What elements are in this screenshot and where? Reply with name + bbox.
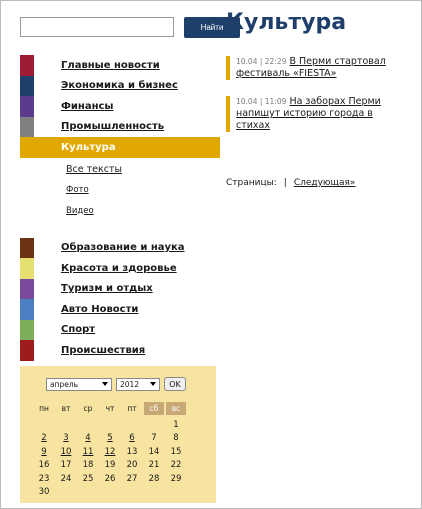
calendar-ok-button[interactable]: OK [164,377,186,391]
sidebar-item-color-bar [20,238,34,259]
calendar-day: 30 [38,487,50,497]
sidebar-item-4[interactable] [20,137,220,158]
calendar-day: 22 [170,460,182,470]
article-item: 10.04 | 11:09 На заборах Перми напишут историю города в стихах [226,96,406,132]
sidebar-item-label: Финансы [61,100,114,112]
sidebar-item-color-bar [20,299,34,320]
page-title: Культура [226,10,347,35]
calendar-day: 27 [126,473,138,484]
calendar-day: 26 [104,473,116,484]
sidebar-item-color-bar [20,117,34,138]
calendar-day: 20 [126,460,138,470]
chevron-down-icon [150,382,156,386]
article-marker [226,56,230,80]
calendar-day[interactable]: 6 [129,433,135,443]
calendar-day: 19 [104,460,116,470]
calendar-day: 7 [151,433,157,443]
sidebar-item-7[interactable] [20,279,220,300]
sidebar-item-3[interactable] [20,117,220,138]
month-select-value: апрель [50,380,79,389]
weekday-header: вс [166,402,186,415]
sidebar-item-label: Экономика и бизнес [61,80,178,92]
sidebar-item-color-bar [20,96,34,117]
calendar-day[interactable]: 5 [107,433,113,443]
sidebar-item-1[interactable] [20,76,220,97]
calendar-day[interactable]: 9 [41,446,47,457]
calendar-day: 14 [148,446,160,457]
pagination [226,178,355,188]
calendar-day: 25 [82,473,94,484]
article-marker [226,96,230,132]
calendar-day[interactable]: 10 [60,446,72,457]
calendar-day: 8 [173,433,179,443]
sidebar-item-label: Главные новости [61,59,160,71]
sub-nav-link[interactable]: Видео [66,205,94,216]
weekday-header: вт [61,404,71,413]
calendar-day: 28 [148,473,160,484]
search-button[interactable]: Найти [184,17,240,38]
pager-separator: | [283,178,287,188]
calendar-day: 1 [173,419,179,430]
sidebar-item-0[interactable] [20,55,220,76]
pager-label: Страницы: [226,178,277,188]
year-select[interactable] [116,378,160,391]
year-select-value: 2012 [120,380,140,389]
pager-next-link[interactable]: Следующая» [293,178,356,188]
sidebar-item-label: Образование и наука [61,242,185,254]
calendar-day: 21 [148,460,160,470]
weekday-header: чт [105,404,115,413]
sidebar-item-label: Происшествия [61,344,146,356]
calendar-widget [20,366,216,503]
article-link[interactable]: В Перми стартовал фестиваль «FIESTA» [236,56,386,79]
sidebar-item-label: Туризм и отдых [61,283,153,295]
calendar-day: 24 [60,473,72,484]
sidebar-item-color-bar [20,340,34,361]
sidebar-item-5[interactable] [20,238,220,259]
calendar-day: 23 [38,473,50,484]
weekday-header: пн [39,404,49,413]
sidebar-item-color-bar [20,258,34,279]
article-date: 10.04 [236,97,258,106]
sidebar-item-color-bar [20,279,34,300]
calendar-day[interactable]: 2 [41,433,47,443]
calendar-day: 17 [60,460,72,470]
weekday-header: сб [144,402,164,415]
sub-nav-link[interactable]: Фото [66,184,89,195]
sidebar-item-8[interactable] [20,299,220,320]
sidebar-item-9[interactable] [20,320,220,341]
calendar-day: 18 [82,460,94,470]
sidebar-item-color-bar [20,137,34,158]
sidebar-item-color-bar [20,76,34,97]
article-date: 10.04 [236,57,258,66]
sidebar-item-label: Спорт [61,324,96,336]
calendar-day[interactable]: 11 [82,446,94,457]
article-link[interactable]: На заборах Перми напишут историю города в стихах [236,96,381,131]
search-input[interactable] [20,17,174,37]
sidebar-item-10[interactable] [20,340,220,361]
calendar-day: 15 [170,446,182,457]
sidebar-item-label: Промышленность [61,121,165,133]
calendar-day: 29 [170,473,182,484]
sidebar-item-label: Авто Новости [61,303,139,315]
sub-nav-link[interactable]: Все тексты [66,163,122,175]
weekday-header: пт [127,404,137,413]
sidebar-item-label: Культура [61,141,116,153]
sidebar-item-2[interactable] [20,96,220,117]
calendar-day[interactable]: 3 [63,433,69,443]
calendar-day[interactable]: 12 [104,446,116,457]
calendar-day: 13 [126,446,138,457]
sidebar-item-6[interactable] [20,258,220,279]
sidebar-item-color-bar [20,55,34,76]
article-time: 11:09 [264,97,287,106]
weekday-header: ср [83,404,93,413]
sidebar-item-color-bar [20,320,34,341]
chevron-down-icon [102,382,108,386]
month-select[interactable] [46,378,112,391]
article-item: 10.04 | 22:29 В Перми стартовал фестиваль «FIESTA» [226,56,406,80]
article-time: 22:29 [264,57,287,66]
calendar-day[interactable]: 4 [85,433,91,443]
sidebar-item-label: Красота и здоровье [61,262,177,274]
calendar-day: 16 [38,460,50,470]
